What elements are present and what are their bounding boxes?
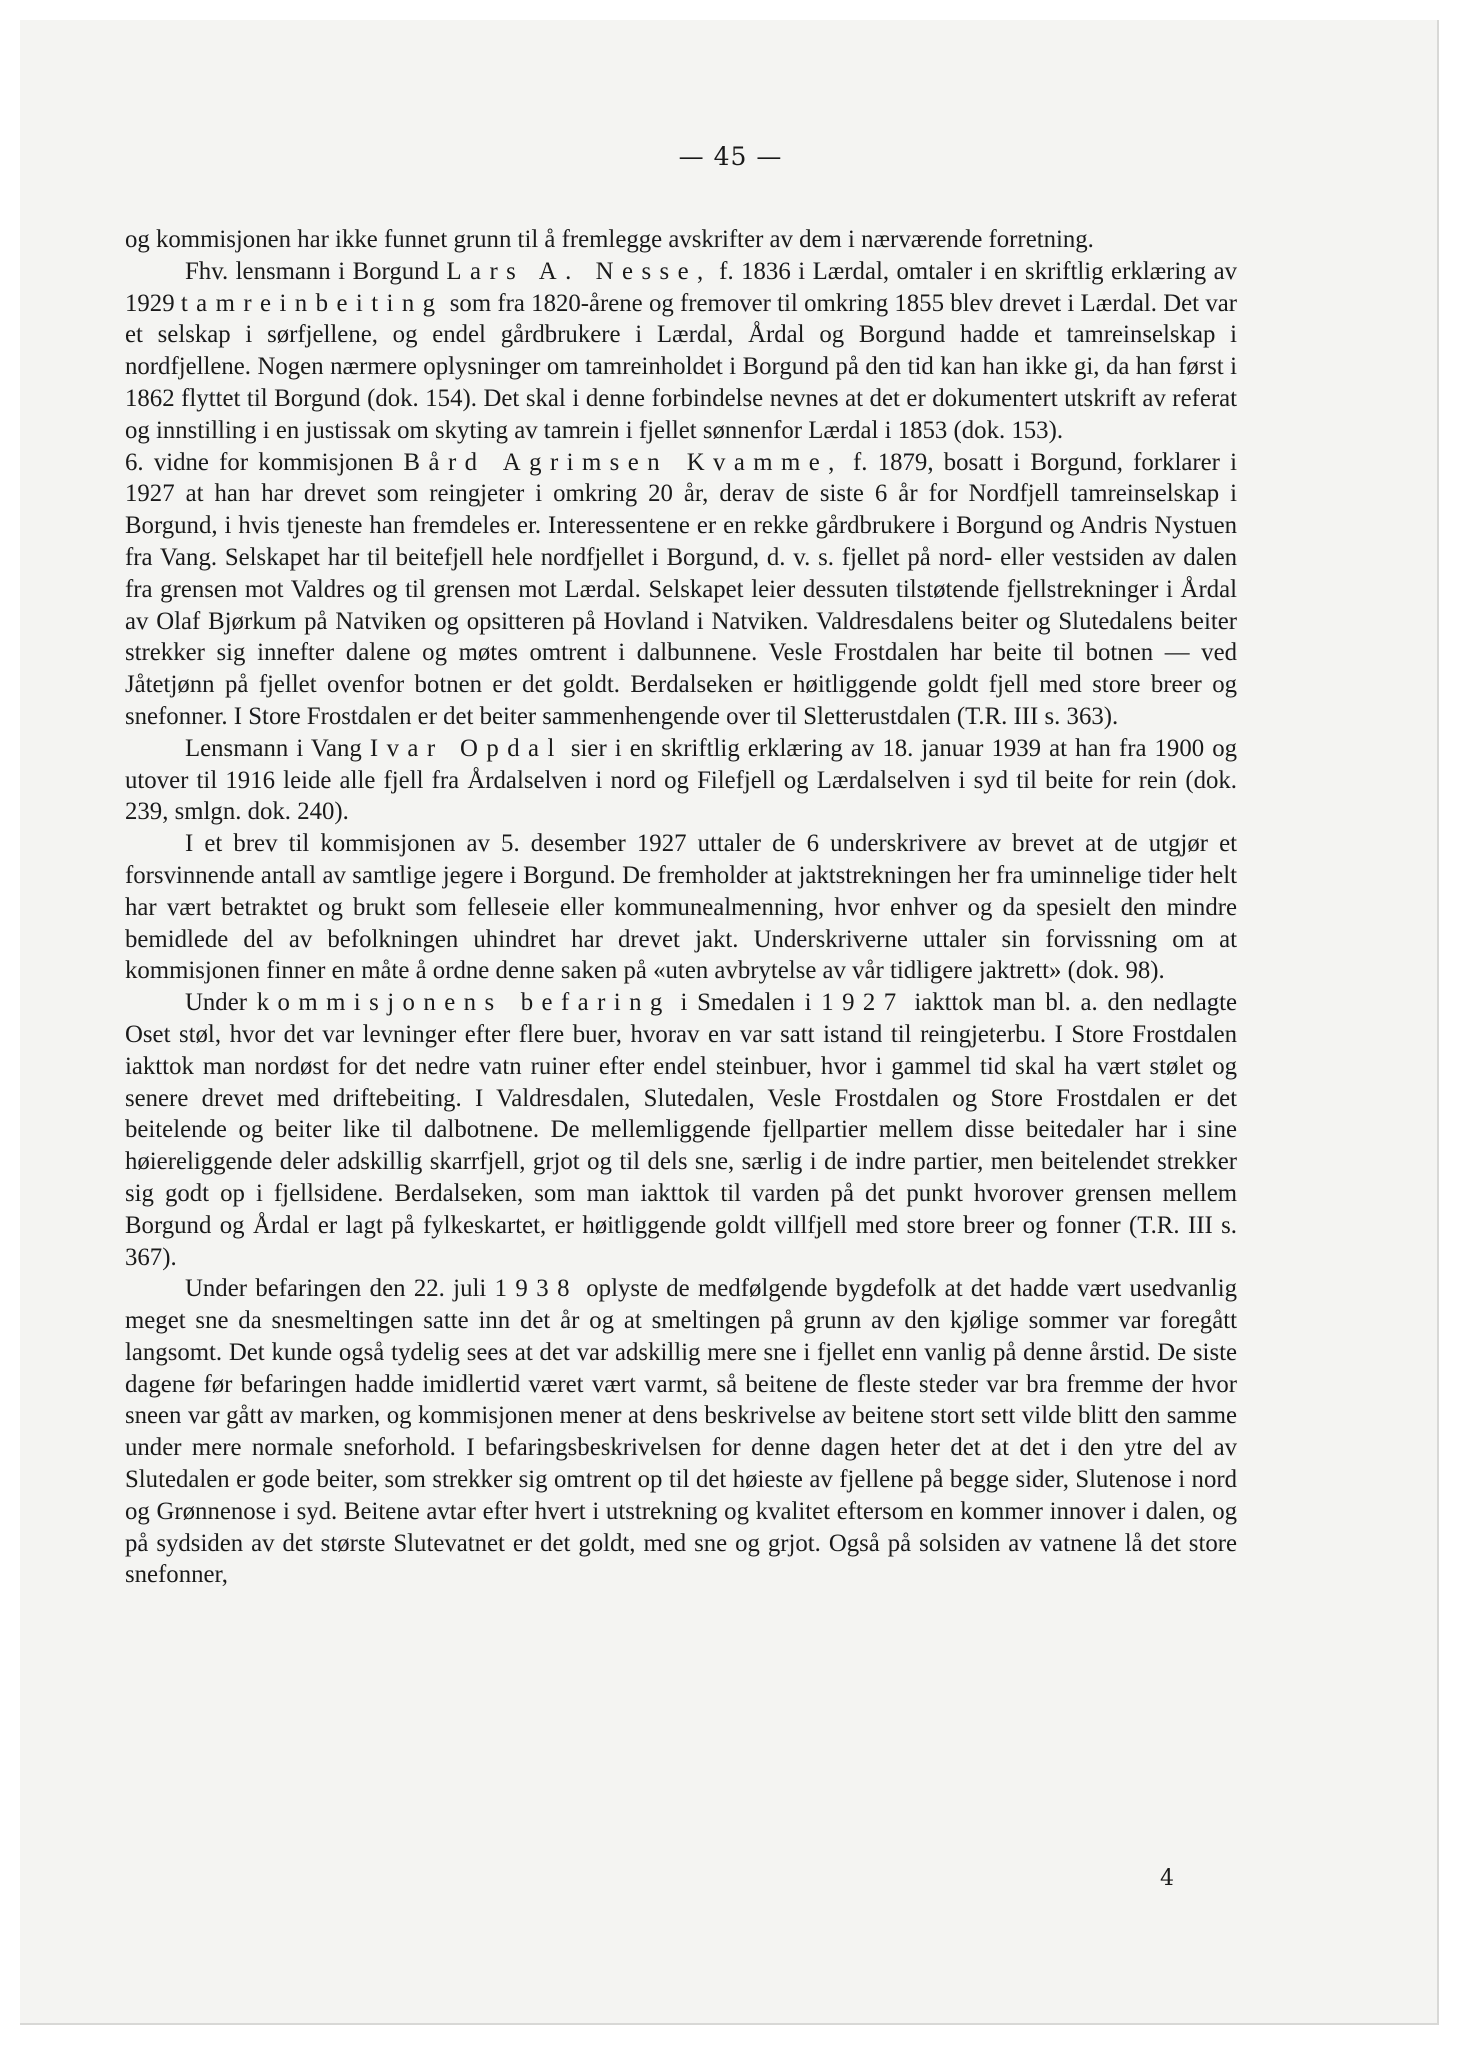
paragraph-6: Under kommisjonens befaring i Smedalen i 1927 iakttok man bl. a. den nedlagte Oset støl, hvor det var levninger efter flere buer, hvorav en var satt istand til reingjeterbu. I Store Frostdalen iakttok man nordøst for det nedre vatn ruiner efter endel steinbuer, hvor i gammel tid skal ha vært stølet og senere drevet med driftebeiting. I Valdresdalen, Slutedalen, Vesle Frostdalen og Store Frostdalen er det beitelende og beiter like til dalbotnene. De mellemliggende fjellpartier mellem disse beitedaler har i sine høiereliggende deler adskillig skarrfjell, grjot og til dels sne, særlig i de indre partier, men beitelendet strekker sig godt op i fjellsidene. Berdalseken, som man iakttok til varden på det punkt hvorover grensen mellem Borgund og Årdal er lagt på fylkeskartet, er høitliggende goldt villfjell med store breer og fonner (T.R. III s. 367).	[125, 989, 1238, 1271]
paragraph-2: Fhv. lensmann i Borgund Lars A. Nesse, f. 1836 i Lærdal, omtaler i en skriftlig erklæring av 1929 tamreinbeiting som fra 1820-årene og fremover til omkring 1855 blev drevet i Lærdal. Det var et selskap i sørfjellene, og endel gårdbrukere i Lærdal, Årdal og Borgund hadde et tamreinselskap i nordfjellene. Nogen nærmere oplysninger om tamreinholdet i Borgund på den tid kan han ikke gi, da han først i 1862 flyttet til Borgund (dok. 154). Det skal i denne forbindelse nevnes at det er dokumentert utskrift av referat og innstilling i en justissak om skyting av tamrein i fjellet sønnenfor Lærdal i 1853 (dok. 153).	[125, 257, 1237, 444]
emphasized-term: tamreinbeiting	[180, 289, 444, 317]
paragraph-4: Lensmann i Vang Ivar Opdal sier i en skriftlig erklæring av 18. januar 1939 at han fra 1900 og utover til 1916 leide alle fjell fra Årdalselven i nord og Filefjell og Lærdalselven i syd til beite for rein (dok. 239, smlgn. dok. 240).	[125, 734, 1237, 826]
person-name: Lars A. Nesse,	[446, 257, 712, 285]
paragraph-7: Under befaringen den 22. juli 1938 oplyste de medfølgende bygdefolk at det hadde vært usedvanlig meget sne da snesmeltingen satte inn det år og at smeltingen på grunn av den kjølige sommer var foregått langsomt. Det kunde også tydelig sees at det var adskillig mere sne i fjellet enn vanlig på denne årstid. De siste dagene før befaringen hadde imidlertid været vært varmt, så beitene de fleste steder var bra fremme der hvor sneen var gått av marken, og kommisjonen mener at dens beskrivelse av beitene stort sett vilde blitt den samme under mere normale sneforhold. I befaringsbeskrivelsen for denne dagen heter det at det i den ytre del av Slutedalen er gode beiter, som strekker sig omtrent op til det høieste av fjellene på begge sider, Slutenose i nord og Grønnenose i syd. Beitene avtar efter hvert i utstrekning og kvalitet eftersom en kommer innover i dalen, og på sydsiden av det største Slutevatnet er det goldt, med sne og grjot. Også på solsiden av vatnene lå det store snefonner,	[125, 1275, 1237, 1589]
document-body	[125, 224, 1237, 1591]
emphasized-year: 1938	[494, 1275, 578, 1303]
paragraph-3: 6. vidne for kommisjonen Bård Agrimsen Kvamme, f. 1879, bosatt i Borgund, forklarer i 1927 at han har drevet som reingjeter i omkring 20 år, derav de siste 6 år for Nordfjell tamreinselskap i Borgund, i hvis tjeneste han fremdeles er. Interessentene er en rekke gårdbrukere i Borgund og Andris Nystuen fra Vang. Selskapet har til beitefjell hele nordfjellet i Borgund, d. v. s. fjellet på nord- eller vestsiden av dalen fra grensen mot Valdres og til grensen mot Lærdal. Selskapet leier dessuten tilstøtende fjellstrekninger i Årdal av Olaf Bjørkum på Natviken og opsitteren på Hovland i Natviken. Valdresdalens beiter og Slutedalens beiter strekker sig innefter dalene og møtes omtrent i dalbunnene. Vesle Frostdalen har beite til botnen — ved Jåtetjønn på fjellet ovenfor botnen er det goldt. Berdalseken er høitliggende goldt fjell med store breer og snefonner. I Store Frostdalen er det beiter sammenhengende over til Sletterustdalen (T.R. III s. 363).	[125, 448, 1237, 730]
person-name: Bård Agrimsen Kvamme,	[403, 448, 843, 476]
paragraph-5: I et brev til kommisjonen av 5. desember 1927 uttaler de 6 underskrivere av brevet at de utgjør et forsvinnende antall av samtlige jegere i Borgund. De fremholder at jaktstrekningen her fra uminnelige tider helt har vært betraktet og brukt som felleseie eller kommunealmenning, hvor enhver og da spesielt den mindre bemidlede del av befolkningen uhindret har drevet jakt. Underskriverne uttaler sin forvissning om at kommisjonen finner en måte å ordne denne saken på «uten avbrytelse av vår tidligere jaktrett» (dok. 98).	[125, 830, 1237, 985]
paragraph-1: og kommisjonen har ikke funnet grunn til å fremlegge avskrifter av dem i nærværende forretning.	[125, 226, 1094, 253]
emphasized-year: 1927	[821, 989, 905, 1017]
emphasized-term: kommisjonens befaring	[256, 989, 671, 1017]
person-name: Ivar Opdal	[369, 734, 563, 762]
signature-mark: 4	[1160, 1866, 1174, 1891]
page-number: — 45 —	[678, 142, 783, 171]
